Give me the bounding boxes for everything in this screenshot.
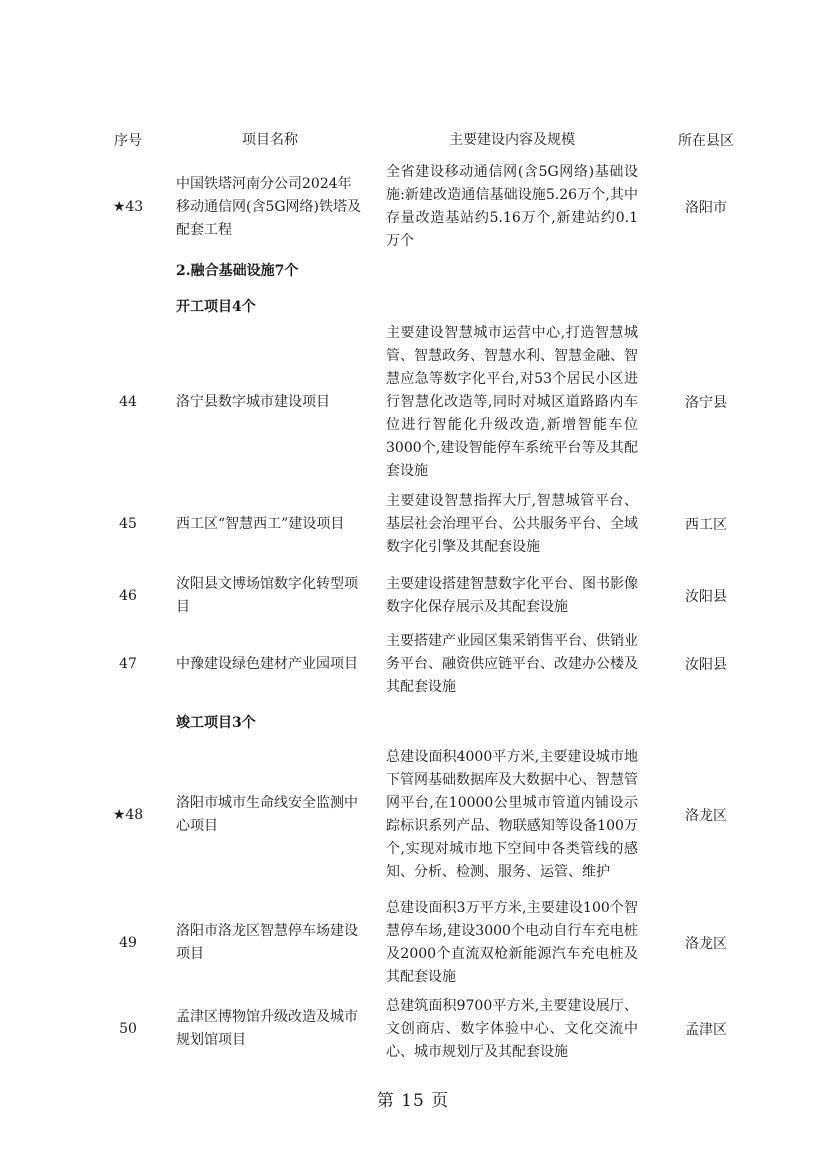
- row-county: 孟津区: [685, 1022, 727, 1038]
- section-started: 开工项目4个: [176, 299, 256, 315]
- row-county: 洛阳市: [685, 200, 727, 216]
- row-name: 洛阳市城市生命线安全监测中心项目: [176, 795, 358, 834]
- table-row: [0, 994, 826, 1064]
- header-name: 项目名称: [242, 131, 298, 148]
- row-county: 汝阳县: [685, 657, 727, 673]
- row-county: 洛龙区: [685, 808, 727, 824]
- row-no: ★43: [112, 199, 144, 215]
- row-content: 主要建设智慧城市运营中心,打造智慧城管、智慧政务、智慧水利、智慧金融、智慧应急等数字化平台,对53个居民小区进行智慧化改造等,同时对城区道路路内车位进行智能化升级改造,新增智能车位3000个,建设智能停车系统平台等及其配套设施: [386, 324, 638, 479]
- table-row: [0, 490, 826, 558]
- table-row: [0, 740, 826, 890]
- page-number: 第 15 页: [376, 1091, 450, 1111]
- row-name: 中豫建设绿色建材产业园项目: [176, 655, 358, 672]
- table-row: [0, 573, 826, 619]
- row-content: 全省建设移动通信网(含5G网络)基础设施:新建改造通信基础设施5.26万个,其中存量改造基站约5.16万个,新建站约0.1万个: [386, 164, 638, 249]
- row-no: 47: [119, 656, 137, 672]
- row-content: 总建筑面积9700平方米,主要建设展厅、文创商店、数字体验中心、文化交流中心、城市规划厅及其配套设施: [386, 997, 638, 1060]
- table-row: [0, 630, 826, 698]
- row-county: 洛龙区: [685, 936, 727, 952]
- row-content: 主要建设搭建智慧数字化平台、图书影像数字化保存展示及其配套设施: [386, 576, 638, 615]
- row-no: 50: [119, 1021, 137, 1037]
- row-content: 总建设面积3万平方米,主要建设100个智慧停车场,建设3000个电动自行车充电桩及2000个直流双枪新能源汽车充电桩及其配套设施: [386, 900, 638, 985]
- row-name: 洛宁县数字城市建设项目: [176, 393, 330, 410]
- row-content: 主要建设智慧指挥大厅,智慧城管平台、基层社会治理平台、公共服务平台、全域数字化引擎及其配套设施: [386, 492, 638, 555]
- row-county: 西工区: [685, 517, 727, 533]
- table-row: [0, 326, 826, 478]
- row-name: 汝阳县文博场馆数字化转型项目: [176, 576, 358, 615]
- row-name: 中国铁塔河南分公司2024年移动通信网(含5G网络)铁塔及配套工程: [176, 175, 362, 238]
- row-no: 49: [119, 935, 137, 951]
- table-row: [0, 161, 826, 253]
- table-row: [0, 898, 826, 988]
- row-no: 45: [119, 516, 137, 532]
- row-no: 44: [119, 394, 137, 410]
- section-fusion: 2.融合基础设施7个: [176, 263, 299, 279]
- row-name: 孟津区博物馆升级改造及城市规划馆项目: [176, 1009, 358, 1048]
- row-county: 汝阳县: [685, 589, 727, 605]
- row-no: 46: [119, 588, 137, 604]
- header-no: 序号: [114, 133, 142, 149]
- row-no: ★48: [112, 807, 144, 823]
- row-content: 主要搭建产业园区集采销售平台、供销业务平台、融资供应链平台、改建办公楼及其配套设施: [386, 632, 638, 695]
- table-header: [0, 128, 826, 152]
- row-content: 总建设面积4000平方米,主要建设城市地下管网基础数据库及大数据中心、智慧管网平台,在10000公里城市管道内铺设示踪标识系列产品、物联感知等设备100万个,实现对城市地下空间中各类管线的感知、分析、检测、服务、运管、维护: [386, 749, 638, 880]
- header-county: 所在县区: [678, 133, 734, 149]
- row-name: 西工区“智慧西工”建设项目: [176, 515, 345, 532]
- section-completed: 竣工项目3个: [176, 715, 256, 731]
- header-content: 主要建设内容及规模: [449, 131, 575, 148]
- row-name: 洛阳市洛龙区智慧停车场建设项目: [176, 923, 358, 962]
- row-county: 洛宁县: [685, 395, 727, 411]
